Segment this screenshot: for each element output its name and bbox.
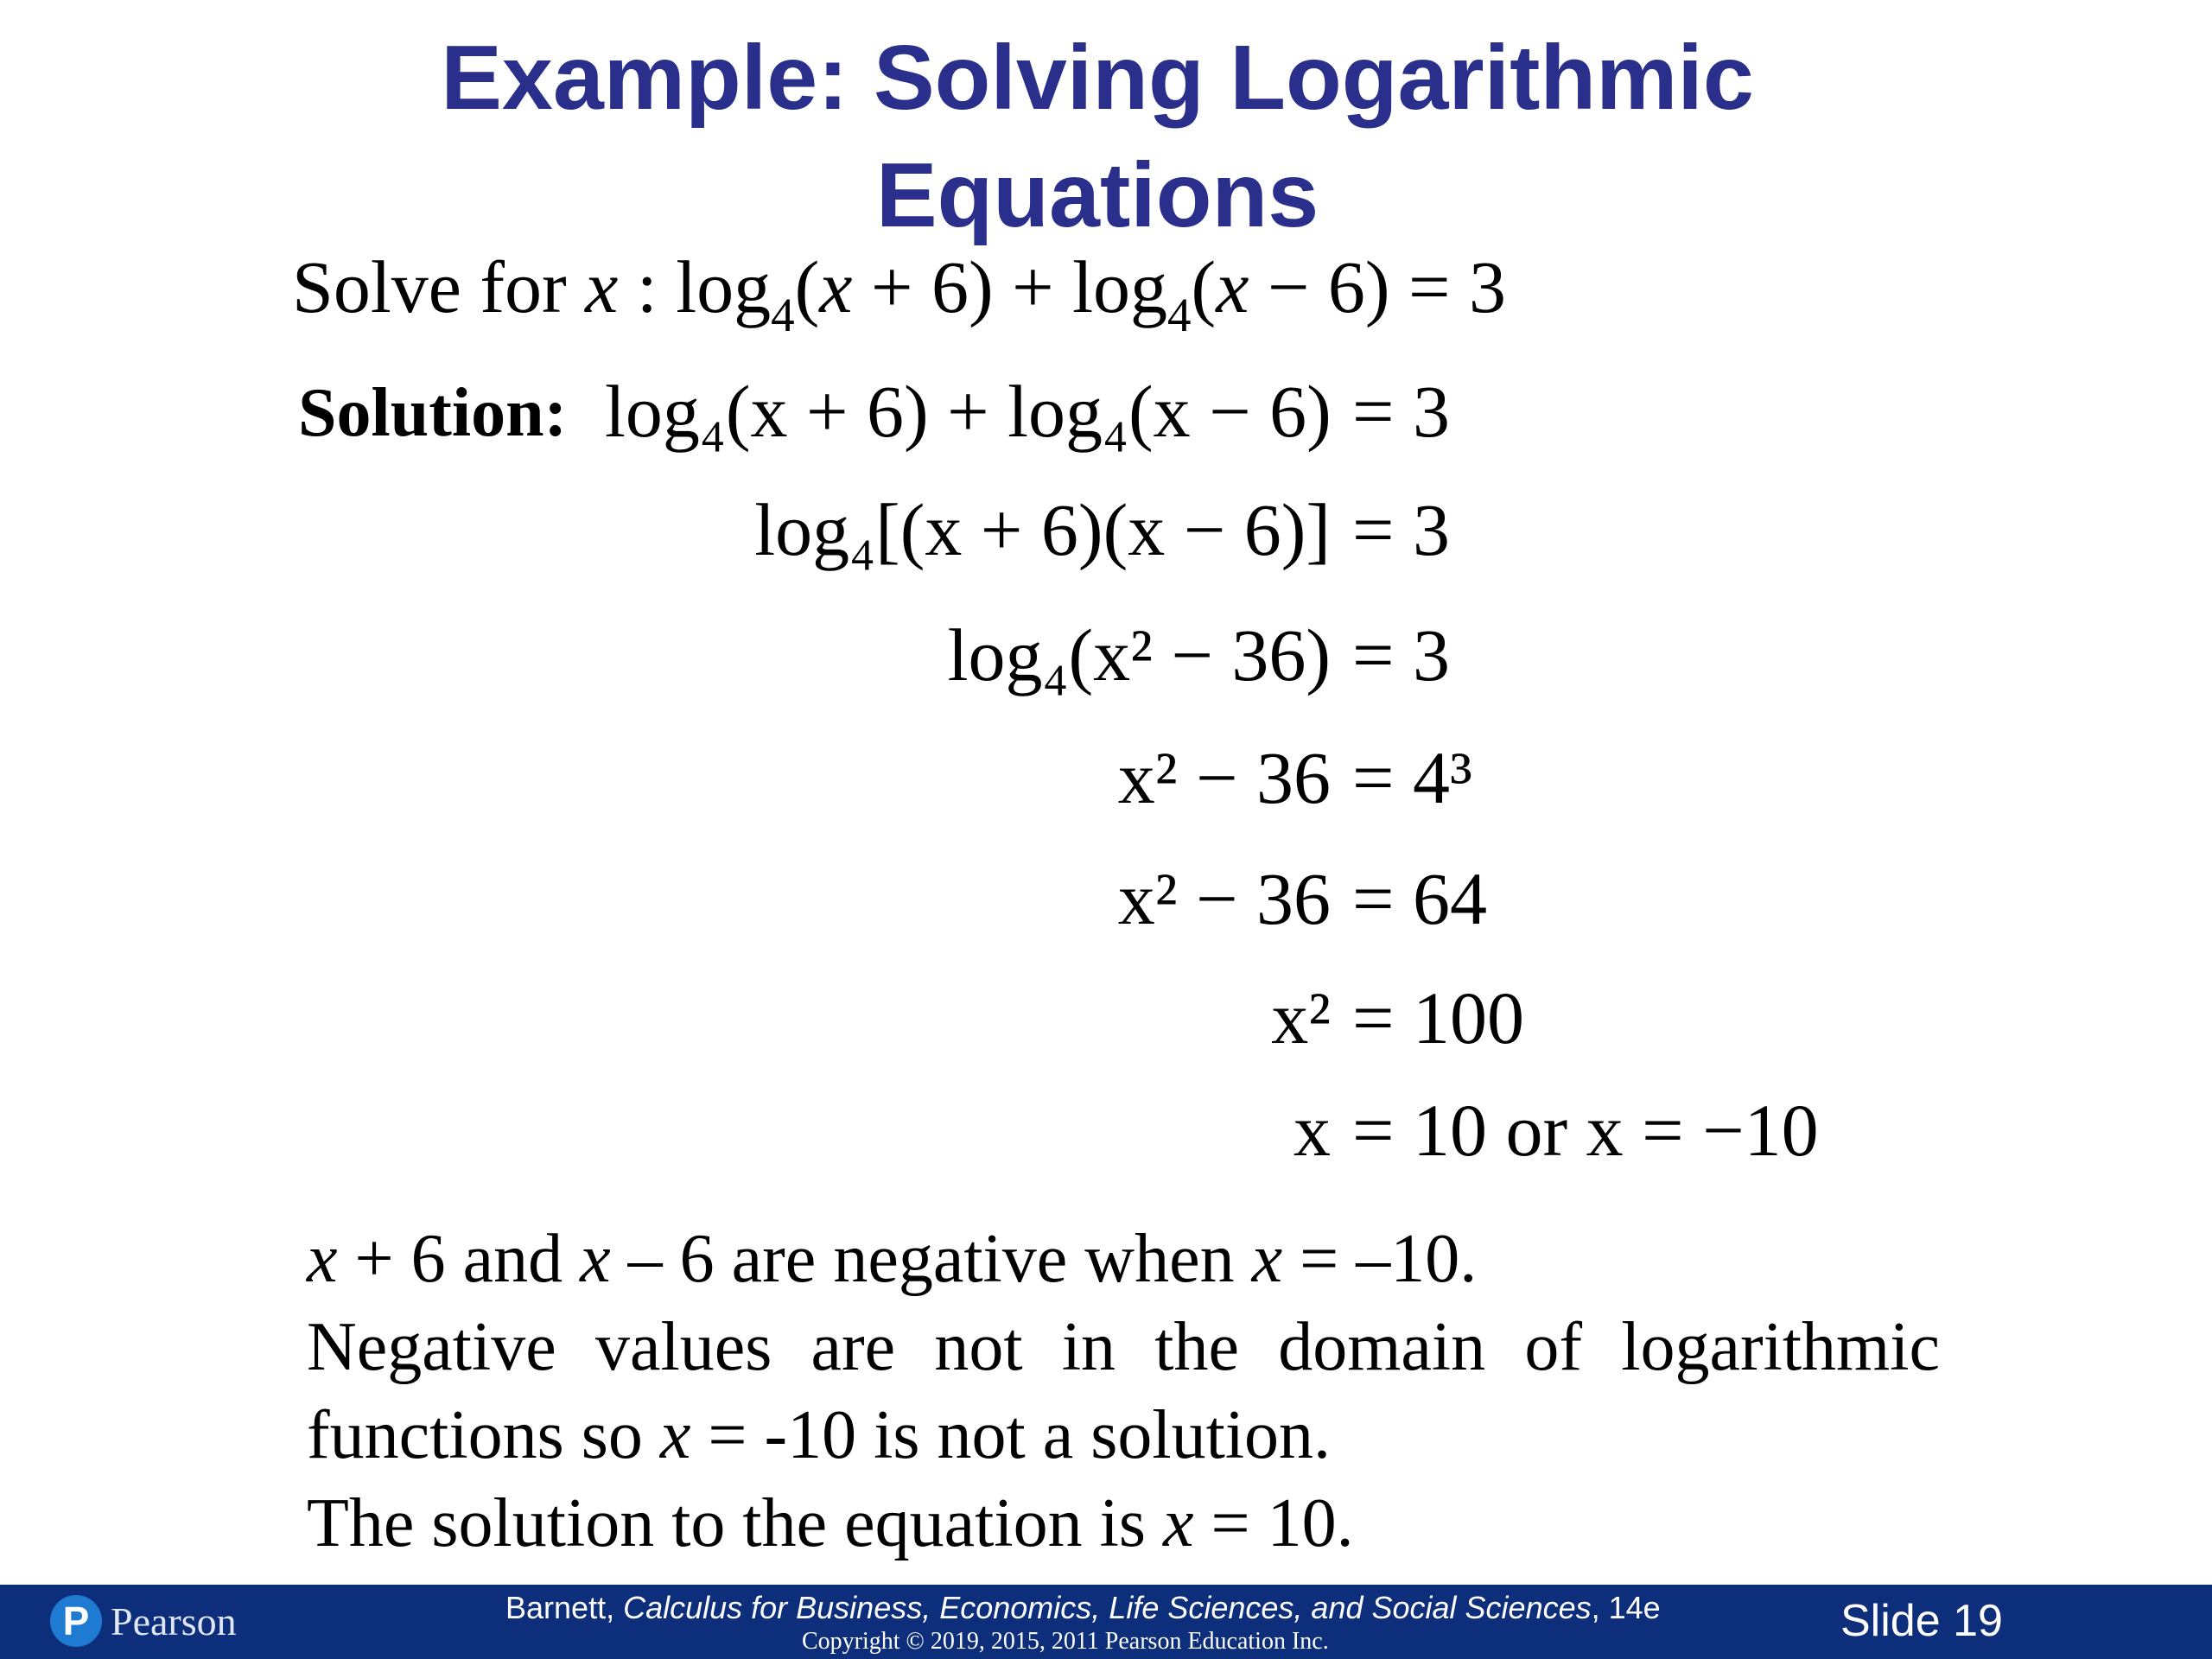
problem-arg1-open: ( <box>794 245 820 328</box>
note-line-2: Negative values are not in the domain of logarithmic <box>307 1309 1940 1385</box>
note4-var-b: x <box>1162 1485 1194 1561</box>
note1-var-e: x <box>1251 1221 1283 1297</box>
step-4-lhs: x² − 36 <box>1117 736 1331 819</box>
problem-plus-sign: + <box>870 245 913 328</box>
step-4-rhs <box>1352 734 1472 821</box>
step-1-rhs <box>1352 368 1450 454</box>
note3-var-b: x <box>659 1397 691 1473</box>
problem-colon: : <box>618 245 677 328</box>
slide-title: Example: Solving Logarithmic Equations <box>441 27 1754 246</box>
note3-text-a: functions so <box>307 1397 660 1473</box>
step-5-rhs <box>1352 855 1487 942</box>
note1-text-d: – 6 are negative when <box>610 1221 1252 1297</box>
step-6-eq: = <box>1352 976 1395 1059</box>
step-5-eq: = <box>1352 857 1395 940</box>
note4-text-a: The solution to the equation is <box>307 1485 1163 1561</box>
problem-var: x <box>585 245 619 328</box>
footer-bar <box>0 1585 2212 1659</box>
citation <box>505 1590 1661 1626</box>
step-7-rhs <box>1352 1087 1819 1173</box>
step-3-rhs <box>1352 612 1450 698</box>
step-3-lhs: log₄(x² − 36) <box>947 613 1331 696</box>
note-line-4 <box>307 1479 1940 1567</box>
step-2-eq: = <box>1352 488 1395 571</box>
problem-arg1-var: x <box>819 245 853 328</box>
problem-base2: 4 <box>1167 289 1192 341</box>
step-5-value: 64 <box>1413 857 1488 940</box>
step-7-value: 10 or x = −10 <box>1413 1089 1819 1172</box>
step-3-value: 3 <box>1413 613 1451 696</box>
cite-title: Calculus for Business, Economics, Life Sciences, and Social Sciences <box>623 1590 1592 1625</box>
solution-label: Solution: <box>298 375 568 451</box>
problem-minus-sign: − <box>1267 245 1310 328</box>
note1-var-c: x <box>580 1221 611 1297</box>
problem-arg2-var: x <box>1216 245 1249 328</box>
pearson-logo-text: Pearson <box>111 1599 237 1643</box>
step-1-value: 3 <box>1413 370 1451 453</box>
slide-number: Slide 19 <box>1840 1596 2003 1646</box>
note1-text-b: + 6 and <box>337 1221 581 1297</box>
problem-base1: 4 <box>771 289 795 341</box>
step-2-value: 3 <box>1413 488 1451 571</box>
step-4-eq: = <box>1352 736 1395 819</box>
problem-log2: log <box>1072 245 1168 328</box>
problem-log1: log <box>676 245 772 328</box>
step-7-eq: = <box>1352 1089 1395 1172</box>
step-1-lhs: log₄(x + 6) + log₄(x − 6) <box>605 370 1332 453</box>
step-5-lhs: x² − 36 <box>1117 857 1331 940</box>
step-6-rhs <box>1352 975 1524 1061</box>
note1-var-a: x <box>307 1221 338 1297</box>
step-6-value: 100 <box>1413 976 1525 1059</box>
problem-arg2-open: ( <box>1191 245 1217 328</box>
problem-arg1-num: 6) <box>931 245 994 328</box>
problem-equals: = <box>1408 245 1451 328</box>
step-4-value: 4³ <box>1413 736 1472 819</box>
step-6-lhs: x² <box>1271 976 1331 1059</box>
problem-statement <box>292 244 1506 359</box>
pearson-logo-icon: P <box>50 1595 102 1647</box>
problem-rhs: 3 <box>1469 245 1507 328</box>
copyright-notice: Copyright © 2019, 2015, 2011 Pearson Education Inc. <box>802 1628 1329 1655</box>
step-7-lhs: x <box>1294 1089 1331 1172</box>
note1-text-f: = –10. <box>1282 1221 1478 1297</box>
problem-arg2-num: 6) <box>1327 245 1390 328</box>
problem-prefix: Solve for <box>292 245 586 328</box>
note3-text-c: = -10 is not a solution. <box>690 1397 1332 1473</box>
note-line-3 <box>307 1391 1940 1479</box>
step-3-eq: = <box>1352 613 1395 696</box>
step-2-rhs <box>1352 486 1450 573</box>
step-1-eq: = <box>1352 370 1395 453</box>
step-2-lhs: log₄[(x + 6)(x − 6)] <box>754 488 1331 571</box>
cite-author: Barnett, <box>505 1590 624 1625</box>
problem-plus-between: + <box>1012 245 1054 328</box>
note4-text-c: = 10. <box>1193 1485 1354 1561</box>
note-line-1 <box>307 1215 1940 1303</box>
cite-edition: , 14e <box>1591 1590 1661 1625</box>
